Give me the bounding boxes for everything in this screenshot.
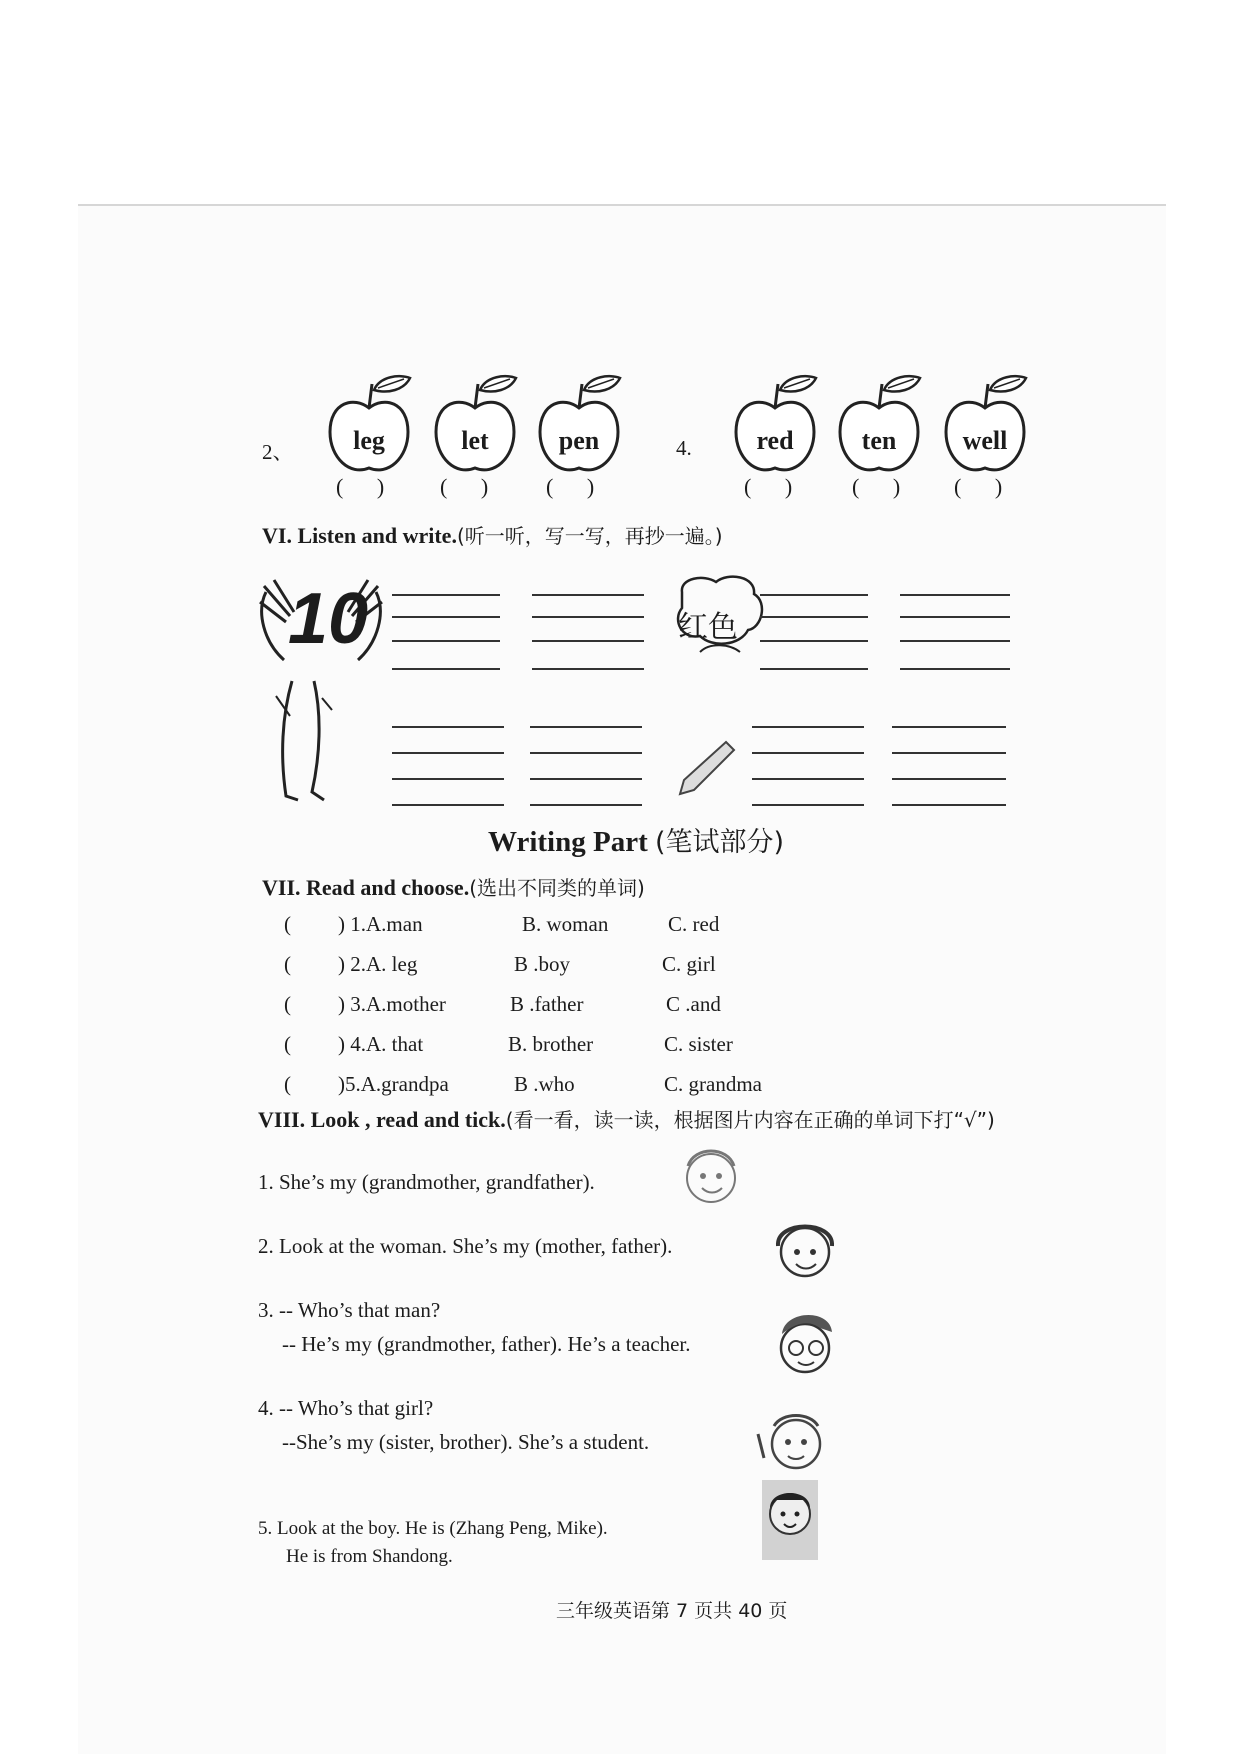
- section-viii-title-cn: (看一看，读一读，根据图片内容在正确的单词下打“√”): [505, 1108, 995, 1132]
- apple-word-card: [730, 374, 820, 478]
- choice-row-5-b[interactable]: B .who: [514, 1072, 575, 1096]
- apple-word: red: [756, 426, 794, 455]
- sister-face-picture: [752, 1404, 830, 1476]
- writing-line[interactable]: [392, 616, 500, 618]
- page-footer: 三年级英语第 7 页共 40 页: [556, 1600, 788, 1622]
- writing-line[interactable]: [392, 668, 500, 670]
- tick-question-3-line2: -- He’s my (grandmother, father). He’s a teacher.: [282, 1332, 691, 1356]
- choice-row-5-paren: (: [284, 1072, 291, 1096]
- writing-line[interactable]: [530, 804, 642, 806]
- mother-face-picture: [770, 1212, 840, 1282]
- writing-line[interactable]: [392, 752, 504, 754]
- legs-picture: [262, 676, 342, 806]
- apple-word-card: [324, 374, 414, 478]
- tick-question-4-line2: --She’s my (sister, brother). She’s a student.: [282, 1430, 650, 1454]
- apple-word-card: [430, 374, 520, 478]
- writing-line[interactable]: [752, 804, 864, 806]
- answer-blank[interactable]: ( ): [954, 474, 1017, 499]
- choice-row-2-paren: (: [284, 952, 291, 976]
- writing-line[interactable]: [760, 668, 868, 670]
- choice-row-4-paren: (: [284, 1032, 291, 1056]
- apple-word: leg: [353, 426, 385, 455]
- writing-line[interactable]: [760, 640, 868, 642]
- choice-row-3-paren: (: [284, 992, 291, 1016]
- writing-line[interactable]: [900, 594, 1010, 596]
- choice-row-3-b[interactable]: B .father: [510, 992, 584, 1016]
- boy-face-picture: [760, 1478, 820, 1562]
- writing-line[interactable]: [892, 804, 1006, 806]
- choice-row-1-a: ) 1.A.man: [338, 912, 423, 936]
- section-viii-title: VIII. Look , read and tick.: [258, 1107, 506, 1132]
- choice-row-1-paren: (: [284, 912, 291, 936]
- apple-word: ten: [861, 426, 897, 455]
- writing-part-title-en: Writing Part: [488, 826, 648, 858]
- red-color-word: 红色: [678, 610, 738, 645]
- apple-word: let: [461, 426, 489, 455]
- writing-line[interactable]: [392, 778, 504, 780]
- choice-row-1-c[interactable]: C. red: [668, 912, 720, 936]
- answer-blank[interactable]: ( ): [336, 474, 399, 499]
- row-number-2: 2、: [262, 440, 294, 464]
- writing-line[interactable]: [530, 752, 642, 754]
- number-ten: 10: [288, 579, 369, 659]
- writing-line[interactable]: [892, 726, 1006, 728]
- choice-row-3-c[interactable]: C .and: [666, 992, 721, 1016]
- tick-question-5-line2: He is from Shandong.: [286, 1546, 453, 1567]
- answer-blank[interactable]: ( ): [440, 474, 503, 499]
- writing-line[interactable]: [392, 640, 500, 642]
- writing-line[interactable]: [530, 726, 642, 728]
- section-vii-heading: [262, 872, 645, 901]
- apple-word-card: [940, 374, 1030, 478]
- choice-row-4-b[interactable]: B. brother: [508, 1032, 594, 1056]
- apple-word-card: [834, 374, 924, 478]
- writing-line[interactable]: [392, 594, 500, 596]
- tick-question-2: 2. Look at the woman. She’s my (mother, father).: [258, 1234, 673, 1258]
- writing-part-title: [488, 820, 784, 859]
- sheet-top-edge: [78, 204, 1166, 206]
- hands-ten-picture: [256, 572, 386, 672]
- writing-line[interactable]: [892, 778, 1006, 780]
- choice-row-3-a: ) 3.A.mother: [338, 992, 446, 1016]
- writing-line[interactable]: [532, 668, 644, 670]
- choice-row-5-a: )5.A.grandpa: [338, 1072, 449, 1096]
- choice-row-2-c[interactable]: C. girl: [662, 952, 716, 976]
- section-viii-heading: [258, 1104, 995, 1133]
- pencil-icon: [676, 736, 736, 796]
- writing-line[interactable]: [530, 778, 642, 780]
- apple-word: well: [962, 426, 1008, 455]
- writing-line[interactable]: [752, 726, 864, 728]
- writing-line[interactable]: [760, 594, 868, 596]
- writing-line[interactable]: [752, 778, 864, 780]
- tick-question-5-line1: 5. Look at the boy. He is (Zhang Peng, Mike).: [258, 1518, 608, 1539]
- choice-row-2-b[interactable]: B .boy: [514, 952, 571, 976]
- section-vi-title-cn: (听一听，写一写，再抄一遍。): [456, 524, 723, 548]
- section-vii-title-cn: (选出不同类的单词): [469, 876, 645, 900]
- answer-blank[interactable]: ( ): [546, 474, 609, 499]
- choice-row-1-b[interactable]: B. woman: [522, 912, 609, 936]
- father-face-picture: [770, 1306, 840, 1378]
- choice-row-4-a: ) 4.A. that: [338, 1032, 424, 1056]
- row-number-4: 4.: [676, 436, 692, 460]
- section-vi-heading: [262, 520, 723, 549]
- choice-row-2-a: ) 2.A. leg: [338, 952, 418, 976]
- tick-question-1: 1. She’s my (grandmother, grandfather).: [258, 1170, 595, 1194]
- choice-row-4-c[interactable]: C. sister: [664, 1032, 733, 1056]
- writing-line[interactable]: [900, 668, 1010, 670]
- writing-line[interactable]: [532, 616, 644, 618]
- writing-line[interactable]: [760, 616, 868, 618]
- red-color-cloud-picture: [670, 572, 770, 664]
- tick-question-4-line1: 4. -- Who’s that girl?: [258, 1396, 434, 1420]
- writing-line[interactable]: [900, 616, 1010, 618]
- writing-line[interactable]: [392, 804, 504, 806]
- writing-line[interactable]: [392, 726, 504, 728]
- answer-blank[interactable]: ( ): [852, 474, 915, 499]
- section-vi-title: VI. Listen and write.: [262, 523, 457, 548]
- writing-part-title-cn: (笔试部分): [655, 827, 785, 858]
- choice-row-5-c[interactable]: C. grandma: [664, 1072, 762, 1096]
- grandmother-face-picture: [676, 1140, 746, 1206]
- apple-word-card: [534, 374, 624, 478]
- apple-word: pen: [558, 426, 600, 455]
- tick-question-3-line1: 3. -- Who’s that man?: [258, 1298, 441, 1322]
- writing-line[interactable]: [892, 752, 1006, 754]
- writing-line[interactable]: [532, 594, 644, 596]
- writing-line[interactable]: [752, 752, 864, 754]
- writing-line[interactable]: [532, 640, 644, 642]
- answer-blank[interactable]: ( ): [744, 474, 807, 499]
- writing-line[interactable]: [900, 640, 1010, 642]
- section-vii-title: VII. Read and choose.: [262, 875, 470, 900]
